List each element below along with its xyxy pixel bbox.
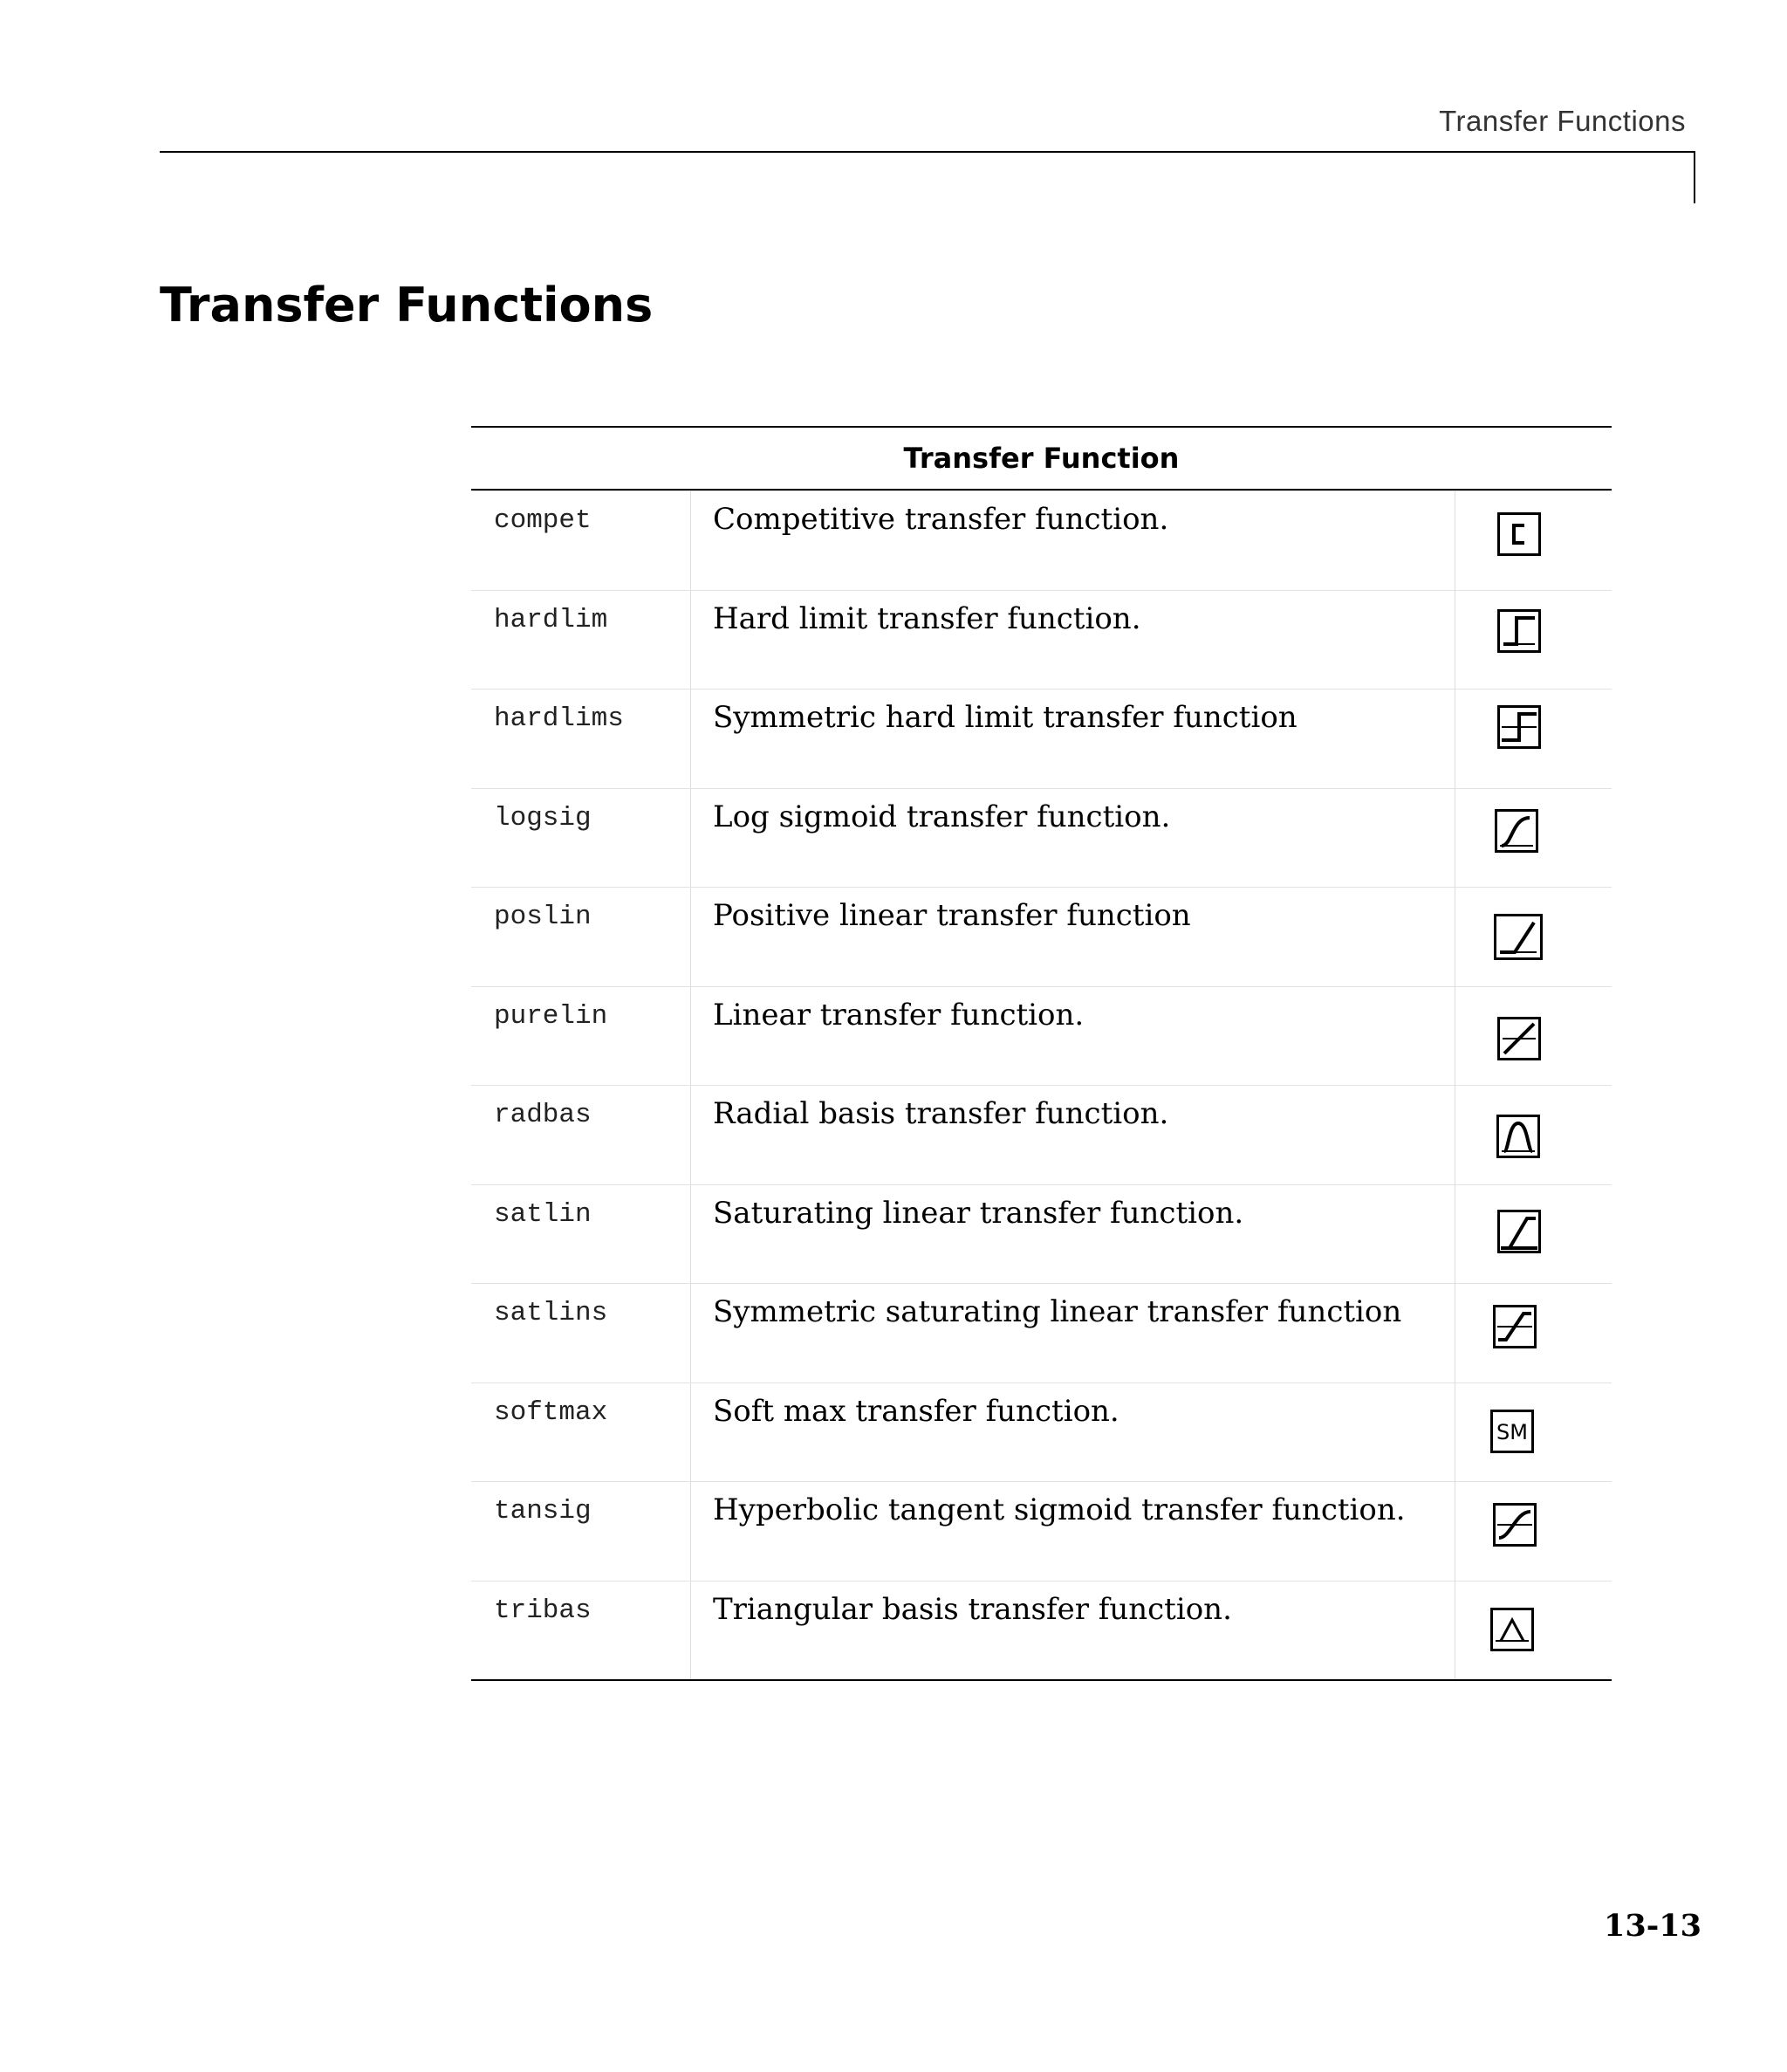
page-title: Transfer Functions <box>160 278 654 333</box>
function-icon-cell <box>1455 1581 1612 1680</box>
table-row <box>471 1481 1612 1581</box>
function-description: Log sigmoid transfer function. <box>691 789 1455 888</box>
function-icon-cell <box>1455 1284 1612 1382</box>
table-row <box>471 1581 1612 1680</box>
poslin-icon <box>1494 914 1543 960</box>
hardlim-icon <box>1497 609 1541 653</box>
function-icon-cell <box>1455 1482 1612 1581</box>
purelin-icon <box>1497 1017 1541 1060</box>
table-row <box>471 1283 1612 1382</box>
header-rule <box>160 151 1695 153</box>
function-description: Symmetric saturating linear transfer function <box>691 1284 1455 1382</box>
tansig-icon <box>1493 1503 1537 1547</box>
function-name: hardlims <box>471 690 691 788</box>
function-description: Triangular basis transfer function. <box>691 1581 1455 1680</box>
function-description: Hyperbolic tangent sigmoid transfer function. <box>691 1482 1455 1581</box>
function-name: satlins <box>471 1284 691 1382</box>
function-icon-cell <box>1455 789 1612 888</box>
table-row <box>471 887 1612 986</box>
function-icon-cell <box>1455 591 1612 690</box>
function-description: Symmetric hard limit transfer function <box>691 690 1455 788</box>
function-icon-cell <box>1455 888 1612 986</box>
function-name: satlin <box>471 1185 691 1284</box>
function-name: tribas <box>471 1581 691 1680</box>
function-description: Competitive transfer function. <box>691 491 1455 590</box>
hardlims-icon <box>1497 705 1541 749</box>
function-description: Radial basis transfer function. <box>691 1086 1455 1184</box>
function-icon-cell <box>1455 690 1612 788</box>
radbas-icon <box>1496 1115 1540 1158</box>
table-row <box>471 1085 1612 1184</box>
function-description: Saturating linear transfer function. <box>691 1185 1455 1284</box>
function-icon-cell <box>1455 1185 1612 1284</box>
compet-icon <box>1497 512 1541 556</box>
table-heading: Transfer Function <box>471 428 1612 491</box>
function-icon-cell <box>1455 1086 1612 1184</box>
tribas-icon <box>1490 1608 1534 1651</box>
function-name: logsig <box>471 789 691 888</box>
page-number: 13-13 <box>1604 1908 1701 1944</box>
function-description: Positive linear transfer function <box>691 888 1455 986</box>
running-header: Transfer Functions <box>1439 105 1686 137</box>
satlins-icon <box>1493 1305 1537 1348</box>
function-description: Hard limit transfer function. <box>691 591 1455 690</box>
table-row <box>471 491 1612 590</box>
function-name: poslin <box>471 888 691 986</box>
function-name: tansig <box>471 1482 691 1581</box>
function-icon-cell <box>1455 491 1612 590</box>
table-row <box>471 1382 1612 1482</box>
table-row <box>471 689 1612 788</box>
function-name: radbas <box>471 1086 691 1184</box>
table-row <box>471 590 1612 690</box>
table-row <box>471 1184 1612 1284</box>
softmax-icon <box>1490 1410 1534 1453</box>
function-icon-cell <box>1455 987 1612 1086</box>
table-row <box>471 788 1612 888</box>
header-rule-tick <box>1694 151 1695 203</box>
table-row <box>471 986 1612 1086</box>
softmax-icon-text: SM <box>1496 1419 1528 1444</box>
function-name: compet <box>471 491 691 590</box>
function-name: purelin <box>471 987 691 1086</box>
function-name: hardlim <box>471 591 691 690</box>
function-description: Soft max transfer function. <box>691 1383 1455 1482</box>
function-description: Linear transfer function. <box>691 987 1455 1086</box>
logsig-icon <box>1495 809 1538 853</box>
transfer-function-table <box>471 426 1612 1681</box>
function-name: softmax <box>471 1383 691 1482</box>
satlin-icon <box>1497 1210 1541 1253</box>
function-icon-cell <box>1455 1383 1612 1482</box>
